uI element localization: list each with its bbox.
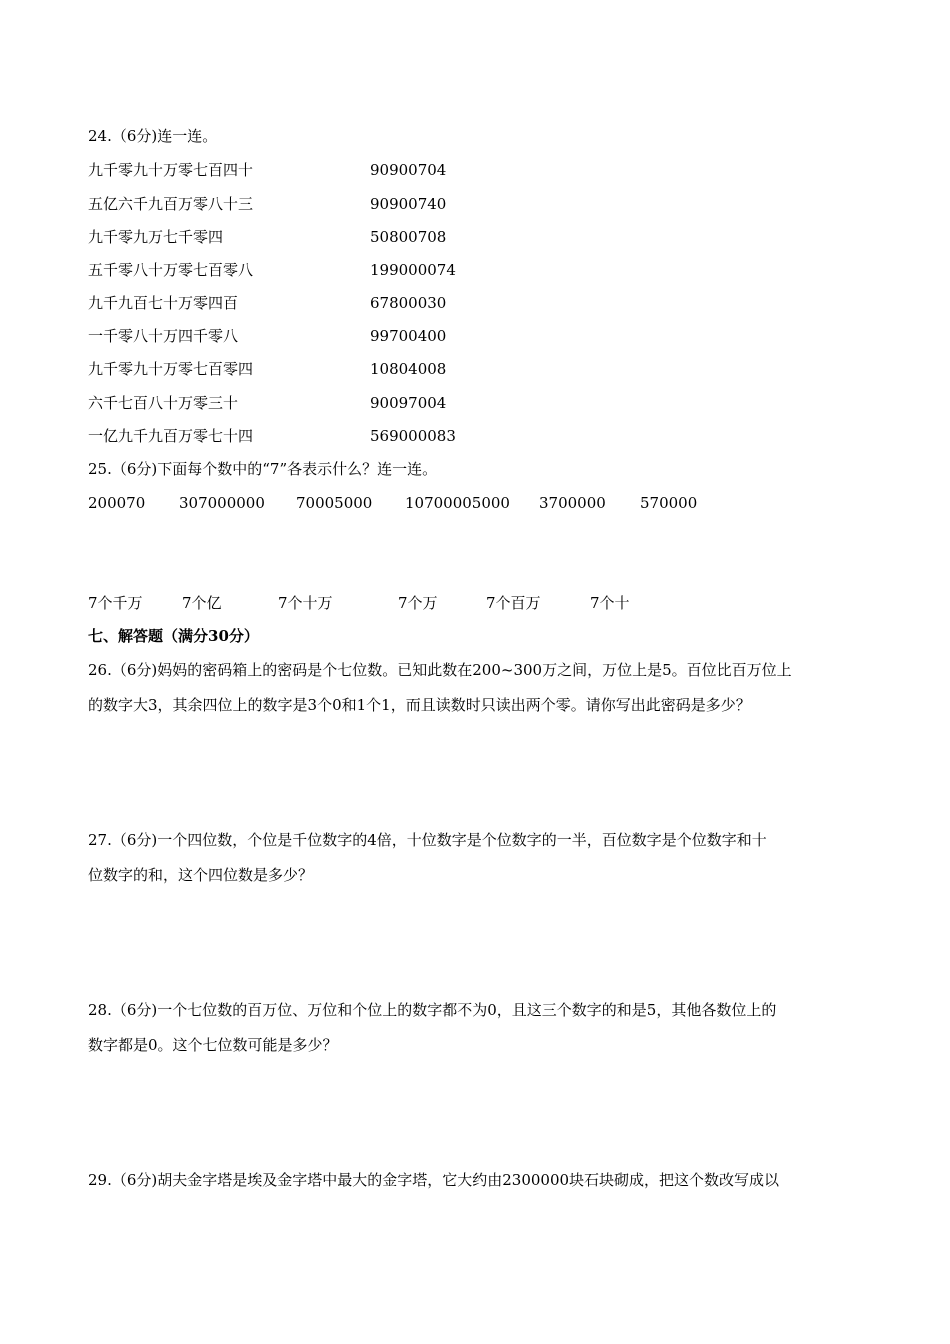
q24-left-item: 六千七百八十万零三十 (88, 394, 239, 412)
q24-right-item: 50800708 (370, 228, 447, 246)
q24-left-item: 一亿九千九百万零七十四 (88, 427, 254, 445)
q28-line: 28.（6分)一个七位数的百万位、万位和个位上的数字都不为0，且这三个数字的和是5，其他各数位上的 (88, 1001, 777, 1019)
q27-line: 位数字的和，这个四位数是多少？ (88, 866, 314, 884)
q28-line: 数字都是0。这个七位数可能是多少？ (88, 1036, 338, 1054)
q24-left-item: 一千零八十万四千零八 (88, 327, 239, 345)
q25-number: 70005000 (296, 494, 373, 512)
q26-line: 的数字大3，其余四位上的数字是3个0和1个1，而且读数时只读出两个零。请你写出此密码是多少？ (88, 696, 751, 714)
q25-place: 7个万 (398, 594, 438, 612)
q25-number: 570000 (640, 494, 698, 512)
q24-right-item: 90097004 (370, 394, 447, 412)
q24-left-item: 九千零九万七千零四 (88, 228, 224, 246)
q25-place: 7个亿 (182, 594, 222, 612)
section-heading: 七、解答题（满分30分） (88, 627, 259, 645)
q24-right-item: 569000083 (370, 427, 456, 445)
q25-number: 200070 (88, 494, 146, 512)
q25-title: 25.（6分)下面每个数中的“7”各表示什么？连一连。 (88, 460, 438, 478)
q26-line: 26.（6分)妈妈的密码箱上的密码是个七位数。已知此数在200~300万之间，万位上是5。百位比百万位上 (88, 661, 792, 679)
q24-title: 24.（6分)连一连。 (88, 127, 218, 145)
q24-right-item: 90900704 (370, 161, 447, 179)
q25-place: 7个百万 (486, 594, 541, 612)
q24-right-item: 67800030 (370, 294, 447, 312)
q25-place: 7个十万 (278, 594, 333, 612)
q24-right-item: 199000074 (370, 261, 456, 279)
q25-place: 7个千万 (88, 594, 143, 612)
q24-right-item: 90900740 (370, 195, 447, 213)
q25-number: 3700000 (539, 494, 606, 512)
q27-line: 27.（6分)一个四位数，个位是千位数字的4倍，十位数字是个位数字的一半，百位数字是个位数字和十 (88, 831, 767, 849)
q24-left-item: 九千九百七十万零四百 (88, 294, 239, 312)
q25-number: 307000000 (179, 494, 265, 512)
q25-number: 10700005000 (405, 494, 510, 512)
q25-place: 7个十 (590, 594, 630, 612)
q29-line: 29.（6分)胡夫金字塔是埃及金字塔中最大的金字塔，它大约由2300000块石块砌成，把这个数改写成以 (88, 1171, 780, 1189)
q24-left-item: 九千零九十万零七百零四 (88, 360, 254, 378)
q24-left-item: 五千零八十万零七百零八 (88, 261, 254, 279)
q24-left-item: 五亿六千九百万零八十三 (88, 195, 254, 213)
q24-right-item: 10804008 (370, 360, 447, 378)
q24-right-item: 99700400 (370, 327, 447, 345)
q24-left-item: 九千零九十万零七百四十 (88, 161, 254, 179)
